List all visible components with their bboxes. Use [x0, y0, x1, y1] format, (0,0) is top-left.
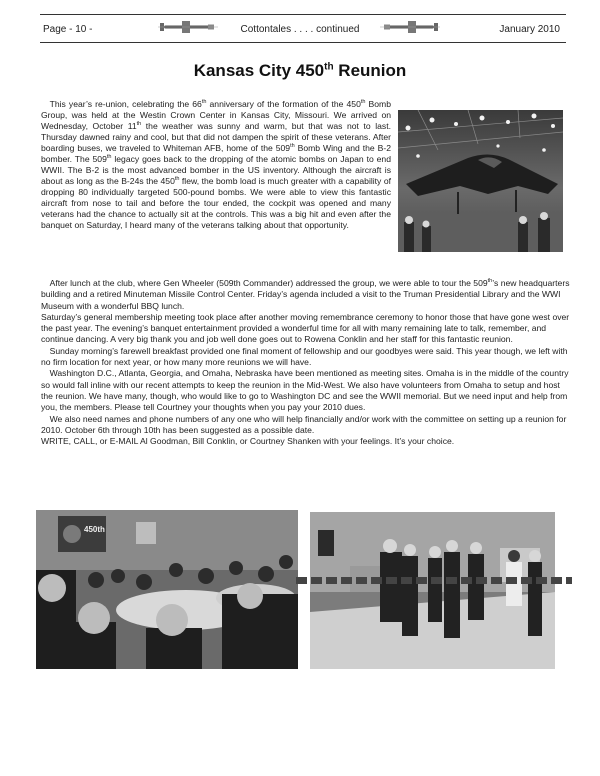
- ordinal-suffix: th: [487, 278, 493, 285]
- paragraph-3: Saturday’s general membership meeting took place after another moving remembrance ceremony to honor those that have gone west over the past year. The evening’s banquet entertainment provided a wonderful time for all with many remaining late to talk, remember, and continue dancing. A very big thank you and job well done goes out to Rowena Conklin and her staff for this fantastic reunion.: [41, 311, 570, 345]
- dance-floor-photo: [310, 512, 555, 669]
- paragraph-6: We also need names and phone numbers of any one who will help financially and/or work with the committee on setting up a reunion for 2010. October 6th through 10th has been suggested as a possible date.: [41, 413, 567, 435]
- dashed-divider: [296, 577, 572, 584]
- paragraph-1: [41, 99, 391, 231]
- ordinal-suffix: th: [136, 121, 142, 128]
- ordinal-suffix: th: [201, 99, 207, 106]
- paragraph-4: Sunday morning’s farewell breakfast provided one final moment of fellowship and our goodbyes were said. This year though, we left with no firm location for next year, or how many more reunions we will have.: [41, 345, 568, 368]
- paragraph-5: Washington D.C., Atlanta, Georgia, and Omaha, Nebraska have been mentioned as meeting sites. Omaha is in the middle of the country so would fall inline with our recent attempts to keep the reunion in the Mid-West. We also have volunteers from Omaha to setup and host the reunion. We have many, though, who would like to go to Washington DC and see the WWII memorial. But we need input and help from you, the members. Please tell Courtney your thoughts when you pay your 2010 dues.: [41, 368, 569, 413]
- ordinal-suffix: th: [290, 143, 295, 150]
- bomber-plane-icon-right: [380, 19, 440, 35]
- text-run: Bomb Group, was held at the Westin Crown Center in Kansas City, Missouri. We arrived on Wednesday, October 11: [41, 99, 391, 131]
- article-body-bottom: [41, 278, 573, 447]
- article-body-top: [41, 99, 391, 231]
- text-run: the weather was sunny and warm, but that was not to last. Thursday dawned rainy and cool, but that did not dampen the spirit of these veterans. After boarding buses, we traveled to Whiteman AFB, home of the 509: [41, 121, 391, 153]
- header-top-rule: [40, 14, 566, 15]
- text-run: flew, the bomb load is much greater with a capability of dropping 80 individually targeted 500-pound bombs. We were able to view this fantastic aircraft from nose to tail and before the tour ended, the cockpit was opened and many veterans had the chance to actually sit at the controls. This was a big hit and even after the banquet on Saturday, I heard many of the veterans talking about that opportunity.: [41, 176, 391, 230]
- text-run: ’s new headquarters building and a retired Minuteman Missile Control Center. Friday’s agenda included a visit to the Truman Presidential Library and the WWI Museum with a wonderful BBQ lunch.: [41, 278, 570, 311]
- header-bottom-rule: [40, 42, 566, 43]
- text-run: legacy goes back to the dropping of the atomic bombs on Japan to end WWII. The B-2 is the most advanced bomber in the US inventory. Although the aircraft is about as long as the B-24s the 450: [41, 154, 391, 186]
- ordinal-suffix: th: [106, 154, 112, 161]
- page-number: Page - 10 -: [43, 24, 93, 35]
- banquet-photo: [36, 510, 298, 669]
- article-title: Kansas City 450th Reunion: [193, 61, 407, 80]
- paragraph-2: [41, 278, 573, 312]
- ordinal-suffix: th: [174, 176, 180, 183]
- text-run: Bomb Wing and the B-2 bomber. The 509: [41, 143, 391, 164]
- text-run: This year’s re-union, celebrating the 66: [49, 99, 202, 109]
- section-title: Cottontales . . . . continued: [240, 24, 360, 35]
- paragraph-7: WRITE, CALL, or E-MAIL Al Goodman, Bill Conklin, or Courtney Shanken with your feelings. It’s your choice.: [41, 436, 455, 447]
- banner-text: 450th: [84, 525, 105, 534]
- text-run: After lunch at the club, where Gen Wheeler (509th Commander) addressed the group, we were able to tour the 509: [49, 278, 488, 288]
- ordinal-suffix: th: [360, 99, 366, 106]
- issue-date: January 2010: [499, 24, 560, 35]
- text-run: anniversary of the formation of the 450: [206, 99, 361, 109]
- b2-bomber-photo: [398, 110, 563, 252]
